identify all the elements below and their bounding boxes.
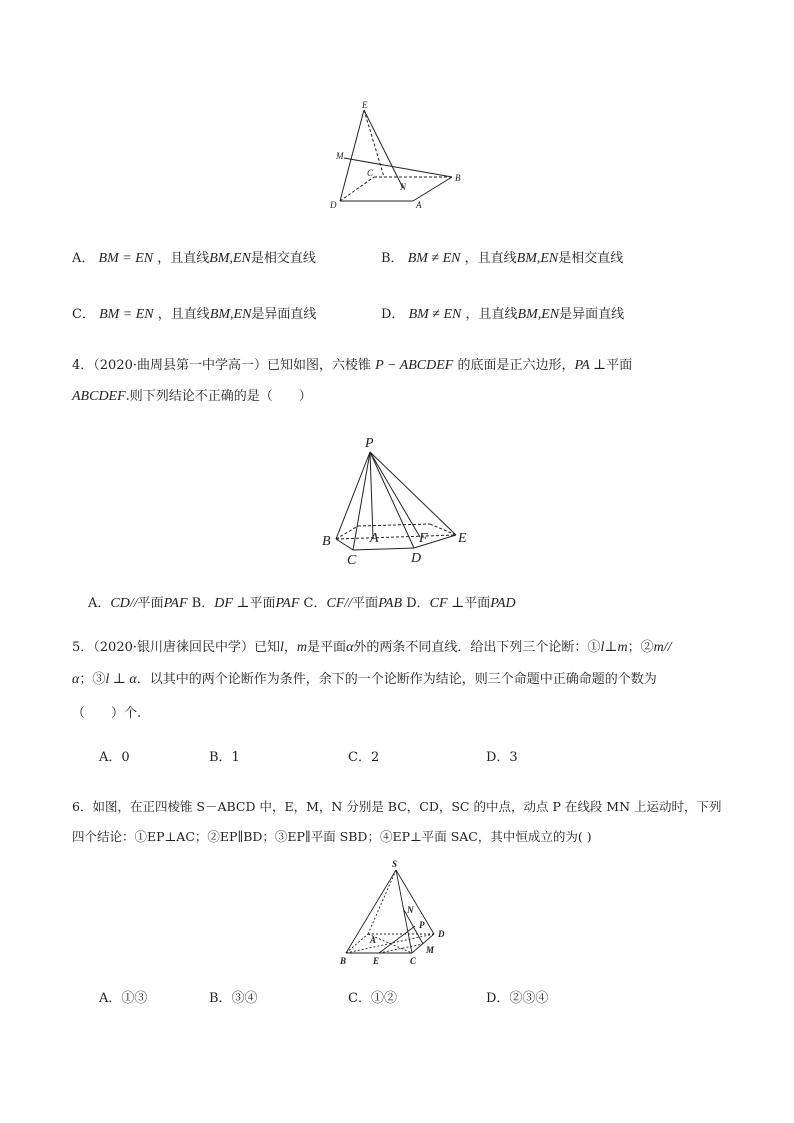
q4-label-b: B <box>322 534 331 549</box>
q6-stem-line2: 四个结论：①EP⊥AC；②EP∥BD；③EP∥平面 SBD；④EP⊥平面 SAC，其中恒成立的为( ) <box>72 829 592 844</box>
q6-label-m: M <box>426 945 435 955</box>
q4-label-f: F <box>419 531 428 546</box>
q3-label-c: C <box>367 168 374 178</box>
q4-option-c[interactable]: C．CF//平面PAB <box>303 596 403 611</box>
q4-figure <box>318 432 478 567</box>
q4-label-p: P <box>365 436 374 451</box>
q5-option-c[interactable]: C．2 <box>348 750 380 765</box>
q4-label-a: A <box>370 531 379 546</box>
q4-options <box>88 592 516 612</box>
q6-option-d[interactable]: D．②③④ <box>486 991 549 1006</box>
q6-figure <box>334 858 459 968</box>
q3-option-a[interactable]: A． BM = EN ，且直线BM,EN是相交直线 <box>72 251 316 266</box>
q6-option-b[interactable]: B．③④ <box>209 991 258 1006</box>
q5-stem-line3: （ ）个. <box>72 706 142 721</box>
q3-option-b[interactable]: B． BM ≠ EN ，且直线BM,EN是相交直线 <box>381 251 624 266</box>
q5-option-d[interactable]: D．3 <box>486 750 518 765</box>
q6-option-a[interactable]: A．①③ <box>99 991 148 1006</box>
q3-label-b: B <box>455 173 461 183</box>
q6-label-c: C <box>410 956 417 966</box>
q3-label-n: N <box>400 182 407 192</box>
q4-option-a[interactable]: A．CD//平面PAF <box>88 596 188 611</box>
q6-label-n: N <box>407 905 414 915</box>
q3-label-e: E <box>362 100 368 110</box>
q4-option-d[interactable]: D．CF ⊥平面PAD <box>406 596 516 611</box>
q6-label-e: E <box>373 956 380 966</box>
q5-option-b[interactable]: B．1 <box>209 750 240 765</box>
q3-figure <box>320 100 470 215</box>
q4-stem-line1: 4．（2020·曲周县第一中学高一）已知如图，六棱锥 P − ABCDEF 的底面是正六边形，PA ⊥平面 <box>72 358 633 373</box>
q4-stem-line2: ABCDEF.则下列结论不正确的是（ ） <box>72 389 312 404</box>
q5-option-a[interactable]: A．0 <box>99 750 130 765</box>
q6-label-d: D <box>438 929 445 939</box>
q3-label-a: A <box>416 200 422 210</box>
q6-label-s: S <box>392 859 398 869</box>
q4-label-d: D <box>411 551 422 566</box>
q3-option-c[interactable]: C． BM = EN ，且直线BM,EN是异面直线 <box>72 307 317 322</box>
q6-option-c[interactable]: C．①② <box>348 991 397 1006</box>
q6-stem-line1: 6．如图，在正四棱锥 S－ABCD 中，E，M，N 分别是 BC，CD，SC 的中点，动点 P 在线段 MN 上运动时，下列 <box>72 799 722 814</box>
q4-label-e: E <box>458 531 467 546</box>
q3-label-d: D <box>330 200 337 210</box>
q5-stem-line2: α；③l ⊥ α．以其中的两个论断作为条件，余下的一个论断作为结论，则三个命题中正确命题的个数为 <box>72 672 657 687</box>
q5-stem-line1: 5．（2020·银川唐徕回民中学）已知l，m是平面α外的两条不同直线．给出下列三个论断：①l⊥m；②m// <box>72 640 672 655</box>
q6-label-p: P <box>419 920 425 930</box>
q3-label-m: M <box>336 151 344 161</box>
q4-label-c: C <box>347 553 357 567</box>
q3-option-d[interactable]: D． BM ≠ EN ，且直线BM,EN是异面直线 <box>381 307 625 322</box>
q4-option-b[interactable]: B．DF ⊥平面PAF <box>191 596 300 611</box>
q6-label-a: A <box>370 935 377 945</box>
q6-label-b: B <box>340 956 347 966</box>
